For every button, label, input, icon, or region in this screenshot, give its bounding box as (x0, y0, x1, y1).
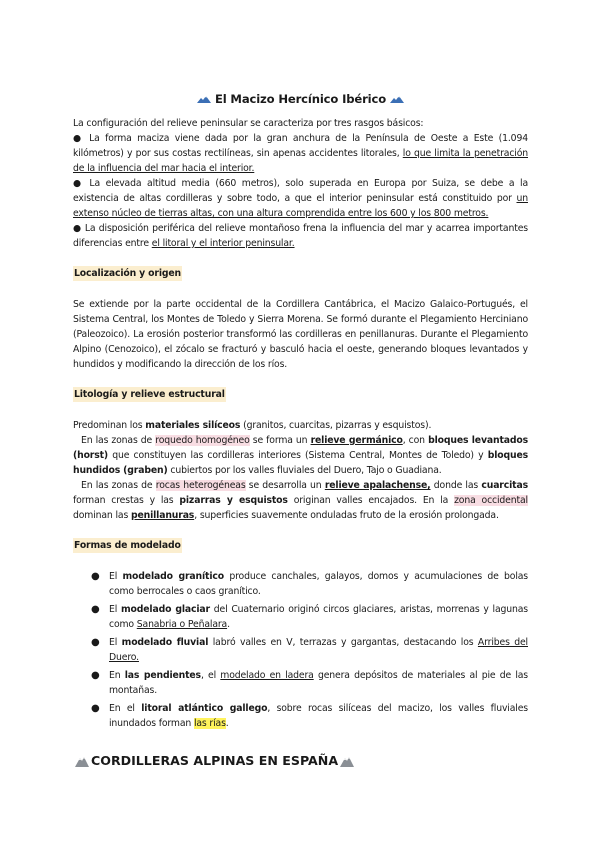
formas-list (73, 569, 528, 731)
mountain-cloud-icon (197, 95, 211, 104)
localizacion-text: Se extiende por la parte occidental de la Cordillera Cantábrica, el Macizo Galaico-Portugués, el Sistema Central, los Montes de Toledo y Sierra Morena. Se formó durante el Plegamiento Herciniano (Paleozoico). La erosión posterior transformó las cordilleras en penillanuras. Durante el Plegamiento Alpino (Cenozoico), el zócalo se fracturó y basculó hacia el oeste, generando bloques levantados y hundidos y modificando la dirección de los ríos. (73, 299, 528, 370)
mountain-icon (75, 755, 89, 767)
mountain-cloud-icon (390, 95, 404, 104)
page-title-text: El Macizo Hercínico Ibérico (214, 92, 387, 106)
litologia-p2: En las zonas de roquedo homogéneo se forma un relieve germánico, con bloques levantados (horst) que constituyen las cordilleras interiores (Sistema Central, Montes de Toledo) y bloques hundidos (graben) cubiertos por los valles fluviales del Duero, Tajo o Guadiana. (73, 435, 529, 476)
list-item: ● El modelado glaciar del Cuaternario originó circos glaciares, aristas, morrenas y lagunas como Sanabria o Peñalara. (91, 604, 529, 630)
mountain-icon (340, 755, 354, 767)
litologia-p1: Predominan los materiales silíceos (granitos, cuarcitas, pizarras y esquistos). (73, 420, 432, 431)
intro-bullet-2: ● La elevada altitud media (660 metros), solo superada en Europa por Suiza, se debe a la existencia de altas cordilleras y sobre todo, a que el interior peninsular está constituido por un extenso núcleo de tierras altas, con una altura comprendida entre los 600 y los 800 metros. (73, 178, 528, 219)
intro-bullet-1: ● La forma maciza viene dada por la gran anchura de la Península de Oeste a Este (1.094 kilómetros) y por sus costas rectilíneas, sin apenas accidentes litorales, lo que limita la penetración de la influencia del mar hacia el interior. (73, 133, 528, 174)
section-heading-formas: Formas de modelado (74, 540, 181, 551)
intro-lead: La configuración del relieve peninsular se caracteriza por tres rasgos básicos: (73, 118, 424, 129)
litologia-p3: En las zonas de rocas heterogéneas se desarrolla un relieve apalachense, donde las cuarcitas forman crestas y las pizarras y esquistos originan valles encajados. En la zona occidental dominan las penillanuras, superficies suavemente onduladas fruto de la erosión prolongada. (73, 480, 528, 521)
list-item: ● En las pendientes, el modelado en ladera genera depósitos de materiales al pie de las montañas. (91, 670, 528, 696)
intro-bullet-3: ● La disposición periférica del relieve montañoso frena la influencia del mar y acarrea importantes diferencias entre el litoral y el interior peninsular. (73, 223, 528, 249)
document-body (73, 92, 528, 734)
list-item: ● En el litoral atlántico gallego, sobre rocas silíceas del macizo, los valles fluviales inundados forman las rías. (91, 703, 528, 729)
page-title (73, 92, 528, 107)
section-heading-litologia: Litología y relieve estructural (74, 389, 225, 400)
list-item: ● El modelado fluvial labró valles en V, terrazas y gargantas, destacando los Arribes del Duero. (91, 637, 528, 663)
list-item: ● El modelado granítico produce canchales, galayos, domos y acumulaciones de bolas como berrocales o caos granítico. (91, 571, 528, 597)
next-section-heading: CORDILLERAS ALPINAS EN ESPAÑA (75, 753, 354, 768)
section-heading-localizacion: Localización y origen (74, 268, 181, 279)
